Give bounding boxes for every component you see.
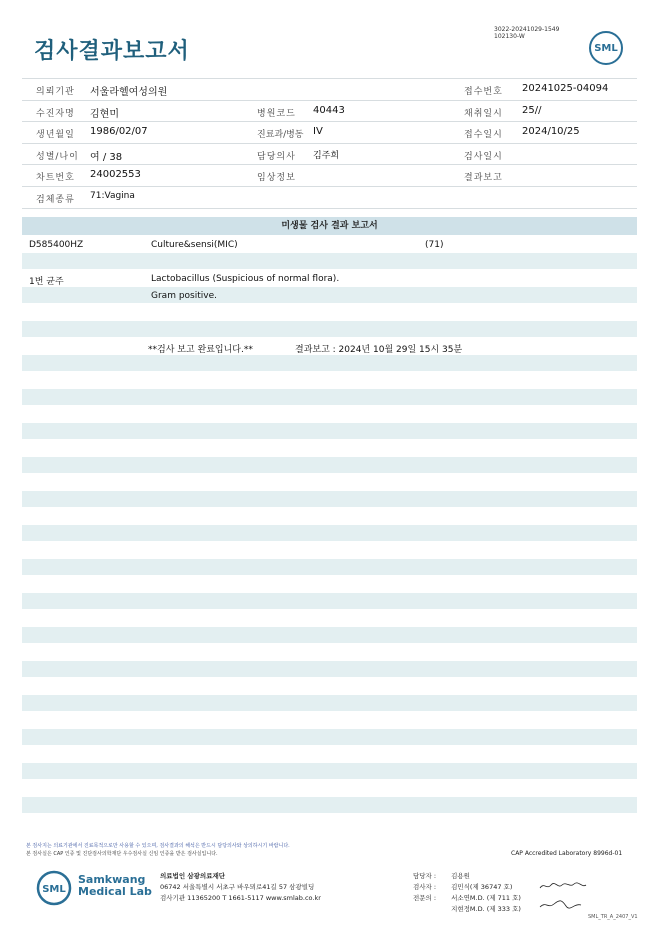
test-name: Culture&sensi(MIC) [151,240,238,250]
gram-stain: Gram positive. [151,291,217,301]
result-row-stripe [22,491,637,507]
manager-name: 김용원 [451,872,470,880]
manager-label: 담당자 : [413,872,437,880]
cap-accreditation: CAP Accredited Laboratory 8996d-01 [511,850,623,857]
results-section-header: 미생물 검사 결과 보고서 [22,217,637,235]
brand-name [78,874,152,898]
test-code: D585400HZ [29,240,84,250]
tester-name: 김민식(제 36747 호) [451,883,513,891]
test-date-label: 검사일시 [464,151,503,162]
hospital-code-label: 병원코드 [257,108,296,119]
hospital-code-value: 40443 [313,104,345,116]
result-row-stripe [22,695,637,711]
org-name: 의료법인 삼광의료재단 [160,872,226,880]
info-row [22,122,637,144]
sex-age-value: 여 / 38 [90,151,123,163]
dept-value: IV [313,126,323,138]
specialist-row [413,893,521,904]
clinical-label: 임상정보 [257,173,296,184]
sml-logo: SML [589,31,623,65]
receipt-date-value: 2024/10/25 [522,126,580,138]
test-specimen-code: (71) [425,240,444,250]
result-row-stripe [22,627,637,643]
footer-notice-2: 본 검사실은 CAP 인증 및 진단검사의학재단 우수검사실 신임 인증을 받은 검사실입니다. [26,851,218,857]
report-label: 결과보고 [464,173,503,184]
lab-contact: 검사기관 11365200 T 1661-5117 www.smlab.co.kr [160,894,321,902]
patient-info-table [22,78,637,209]
sex-age-label: 성별/나이 [36,151,79,162]
signature-2-icon [538,897,583,911]
info-row [22,78,637,101]
specialist-name-2: 지현정M.D. (제 333 호) [451,905,521,913]
form-code: SML_TR_A_2407_V1 [588,914,638,920]
receipt-no-label: 접수번호 [464,87,503,97]
dept-label: 진료과/병동 [257,130,304,141]
document-id-line2: 102130-W [494,33,525,40]
result-row-stripe [22,729,637,745]
chart-no-label: 차트번호 [36,173,75,184]
result-row-stripe [22,661,637,677]
result-row-stripe [22,457,637,473]
specialist-name-1: 서소연M.D. (제 711 호) [451,894,521,902]
collection-date-value: 25// [522,104,542,116]
document-id-line1: 3022-20241029-1549 [494,26,560,33]
specialist-label: 전문의 : [413,894,437,902]
result-row-stripe [22,797,637,813]
footer-notice-1: 본 검사지는 의료기관에서 진료목적으로만 사용할 수 있으며, 검사결과의 해석은 반드시 담당의사와 상의하시기 바랍니다. [26,843,290,849]
receipt-date-label: 접수일시 [464,130,503,141]
sml-footer-logo-icon [36,870,72,906]
info-row [22,101,637,123]
receipt-no-value: 20241025-04094 [522,83,609,94]
info-row [22,165,637,187]
signers-block [413,871,521,915]
doctor-value: 김주희 [313,150,340,161]
tester-row [413,882,521,893]
result-row-stripe [22,321,637,337]
report-time: 결과보고 : 2024년 10월 29일 15시 35분 [295,345,463,355]
info-row [22,187,637,209]
complete-message: **검사 보고 완료입니다.** [148,345,253,355]
result-row-stripe [22,525,637,541]
document-id [494,26,559,40]
specimen-value: 71:Vagina [90,190,135,201]
hospital-value: 서울라헬여성의원 [90,87,168,98]
report-title: 검사결과보고서 [34,39,190,64]
dob-label: 생년월일 [36,130,75,141]
result-row-stripe [22,559,637,575]
specialist-row-2 [413,904,521,915]
lab-address: 06742 서울특별시 서초구 바우뫼로41길 57 삼광빌딩 [160,883,315,891]
result-row-stripe [22,593,637,609]
name-label: 수진자명 [36,108,75,119]
dob-value: 1986/02/07 [90,126,148,138]
tester-label: 검사자 : [413,883,437,891]
brand-line1: Samkwang [78,873,146,886]
result-row-stripe [22,287,637,303]
manager-row [413,871,521,882]
result-row-stripe [22,763,637,779]
result-row-stripe [22,253,637,269]
chart-no-value: 24002553 [90,169,141,181]
lab-address-block [160,871,321,904]
result-row-stripe [22,423,637,439]
brand-line2: Medical Lab [78,885,152,898]
organism: Lactobacillus (Suspicious of normal flora). [151,274,340,284]
result-row-stripe [22,389,637,405]
specimen-label: 검체종류 [36,194,75,205]
svg-text:SML: SML [42,884,66,895]
result-row-stripe [22,355,637,371]
colony-label: 1번 균주 [29,277,64,287]
name-value: 김현미 [90,108,119,120]
signature-1-icon [538,880,588,892]
info-row [22,144,637,166]
doctor-label: 담당의사 [257,151,296,162]
collection-date-label: 채취일시 [464,108,503,119]
hospital-label: 의뢰기관 [36,87,75,97]
